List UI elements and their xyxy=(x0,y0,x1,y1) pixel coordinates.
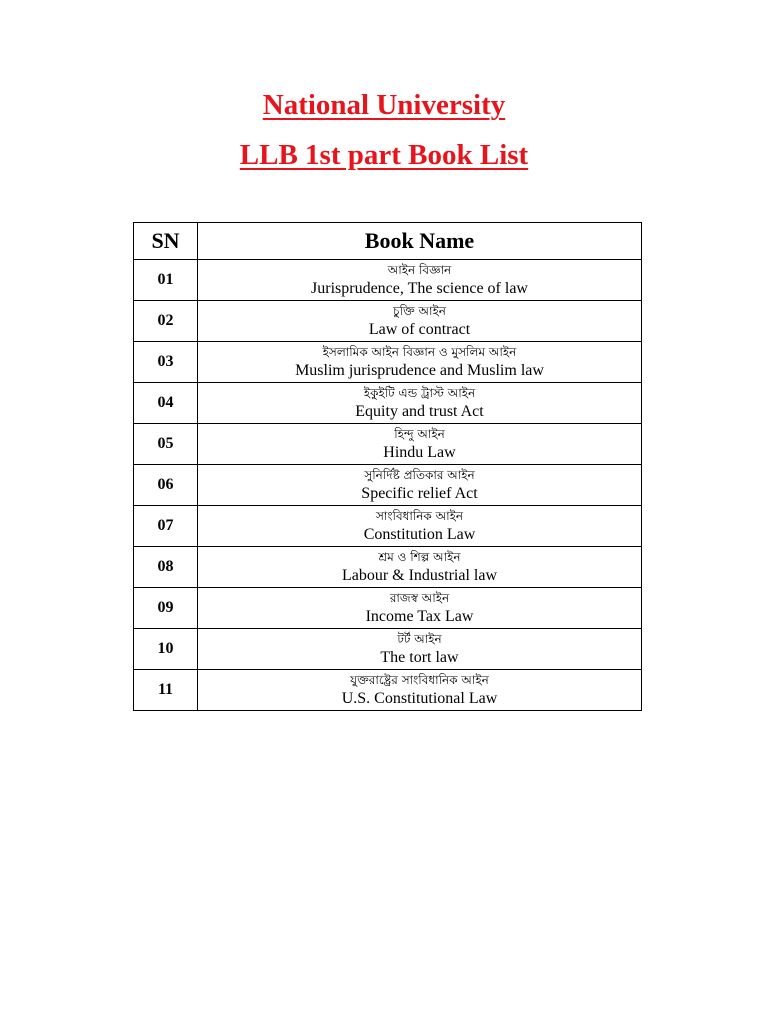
book-name-english: Equity and trust Act xyxy=(355,402,484,420)
book-name-cell xyxy=(198,301,642,342)
book-name-cell xyxy=(198,465,642,506)
table-row xyxy=(134,670,642,711)
book-name-bengali: রাজস্ব আইন xyxy=(389,590,450,605)
serial-number-cell: 10 xyxy=(134,629,198,670)
book-name-bengali: ইসলামিক আইন বিজ্ঞান ও মুসলিম আইন xyxy=(322,344,517,359)
serial-number-cell: 02 xyxy=(134,301,198,342)
serial-number-cell: 08 xyxy=(134,547,198,588)
serial-number-cell: 09 xyxy=(134,588,198,629)
serial-number-cell: 11 xyxy=(134,670,198,711)
book-name-cell xyxy=(198,629,642,670)
book-name-cell xyxy=(198,588,642,629)
page-title: National University xyxy=(262,89,506,121)
book-name-bengali: চুক্তি আইন xyxy=(393,303,446,318)
table-row xyxy=(134,506,642,547)
book-name-bengali: যুক্তরাষ্ট্রের সাংবিধানিক আইন xyxy=(350,672,489,687)
book-name-english: Hindu Law xyxy=(383,443,456,461)
table-row xyxy=(134,260,642,301)
table-row xyxy=(134,383,642,424)
serial-number-cell: 06 xyxy=(134,465,198,506)
book-name-bengali: টর্ট আইন xyxy=(397,631,442,646)
book-name-english: Specific relief Act xyxy=(361,484,478,502)
table-row xyxy=(134,629,642,670)
book-name-cell xyxy=(198,383,642,424)
book-name-bengali: হিন্দু আইন xyxy=(394,426,445,441)
book-name-english: Income Tax Law xyxy=(365,607,474,625)
serial-number-cell: 07 xyxy=(134,506,198,547)
book-name-english: The tort law xyxy=(380,648,459,666)
book-name-english: Labour & Industrial law xyxy=(341,566,498,584)
book-name-english: Muslim jurisprudence and Muslim law xyxy=(295,361,544,379)
table-row xyxy=(134,301,642,342)
table-row xyxy=(134,424,642,465)
table-row xyxy=(134,465,642,506)
book-name-english: Law of contract xyxy=(368,320,471,338)
serial-number-cell: 03 xyxy=(134,342,198,383)
book-name-english: Constitution Law xyxy=(363,525,476,543)
book-name-bengali: ইকুইটি এন্ড ট্রাস্ট আইন xyxy=(363,385,476,400)
book-name-cell xyxy=(198,547,642,588)
table-row xyxy=(134,547,642,588)
book-name-bengali: সাংবিধানিক আইন xyxy=(375,508,464,523)
book-name-bengali: সুনির্দিষ্ট প্রতিকার আইন xyxy=(364,467,475,482)
column-header-sn: SN xyxy=(134,223,198,260)
book-name-cell xyxy=(198,424,642,465)
book-name-cell xyxy=(198,260,642,301)
book-name-cell xyxy=(198,506,642,547)
book-name-english: U.S. Constitutional Law xyxy=(341,689,498,707)
book-name-cell xyxy=(198,342,642,383)
book-name-cell xyxy=(198,670,642,711)
serial-number-cell: 04 xyxy=(134,383,198,424)
book-list-table xyxy=(133,222,642,711)
table-header-row xyxy=(134,223,642,260)
book-name-bengali: আইন বিজ্ঞান xyxy=(387,262,452,277)
serial-number-cell: 05 xyxy=(134,424,198,465)
table-row xyxy=(134,342,642,383)
book-name-english: Jurisprudence, The science of law xyxy=(311,279,528,297)
page-subtitle: LLB 1st part Book List xyxy=(239,139,529,171)
table-body xyxy=(134,260,642,711)
serial-number-cell: 01 xyxy=(134,260,198,301)
column-header-book-name: Book Name xyxy=(198,223,642,260)
book-name-bengali: শ্রম ও শিল্প আইন xyxy=(378,549,461,564)
table-row xyxy=(134,588,642,629)
